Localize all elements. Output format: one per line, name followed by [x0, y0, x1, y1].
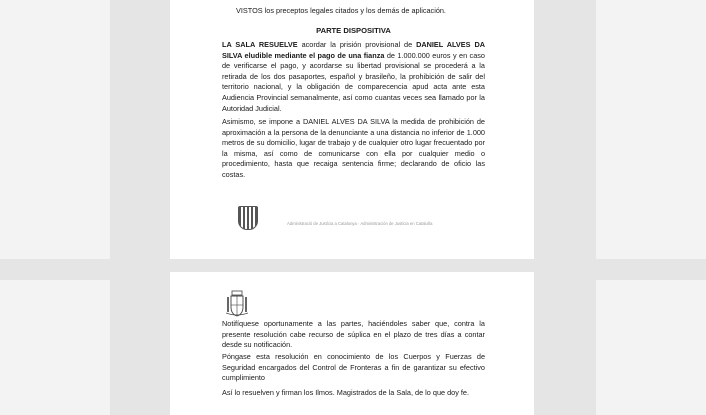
spain-coat-of-arms-icon: [226, 290, 248, 318]
adjacent-page-right-top: [596, 0, 706, 259]
border-control-paragraph: Póngase esta resolución en conocimiento de los Cuerpos y Fuerzas de Seguridad encargados del Control de Fronteras a fin de garantizar su efectivo cumplimiento: [222, 352, 485, 383]
adjacent-page-left-top: [0, 0, 110, 259]
defendant-name: DANIEL ALVES DA SILVA eludible mediante el pago de una fianza: [222, 40, 485, 60]
document-page-bottom: [170, 272, 534, 415]
document-page-top: [170, 0, 534, 259]
resolution-paragraph: [222, 40, 485, 114]
vistos-line: VISTOS los preceptos legales citados y los demás de aplicación.: [236, 6, 446, 15]
section-heading: PARTE DISPOSITIVA: [316, 26, 391, 35]
resolution-text-b: de 1.000.000 euros y en caso de verificarse el pago, y acordarse su libertad provisional se procederá a la retirada de los dos pasaportes, español y brasileño, la prohibición de salir del territorio nacional, y la obligación de comparecencia apud acta ante esta Audiencia Provincial semanalmente, así como cuantas veces sea llamado por la Autoridad Judicial.: [222, 50, 485, 113]
closing-paragraph: Así lo resuelven y firman los Ilmos. Magistrados de la Sala, de lo que doy fe.: [222, 388, 470, 397]
catalonia-seal-icon: [238, 206, 258, 230]
adjacent-page-right-bottom: [596, 280, 706, 415]
adjacent-page-left-bottom: [0, 280, 110, 415]
resolution-text-a: acordar la prisión provisional de: [297, 40, 417, 49]
resolution-lead: LA SALA RESUELVE: [222, 40, 298, 49]
page-footer: Administració de Justícia a Catalunya · Administración de Justicia en Cataluña: [287, 221, 433, 226]
notification-paragraph: Notifíquese oportunamente a las partes, haciéndoles saber que, contra la presente resolución cabe recurso de súplica en el plazo de tres días a contar desde su notificación.: [222, 319, 485, 350]
restraining-order-paragraph: Asimismo, se impone a DANIEL ALVES DA SILVA la medida de prohibición de aproximación a la persona de la denunciante a una distancia no inferior de 1.000 metros de su domicilio, lugar de trabajo y de cualquier otro lugar frecuentado por la misma, así como de comunicarse con ella por cualquier medio o procedimiento, hasta que recaiga sentencia firme; declarando de oficio las costas.: [222, 117, 485, 179]
